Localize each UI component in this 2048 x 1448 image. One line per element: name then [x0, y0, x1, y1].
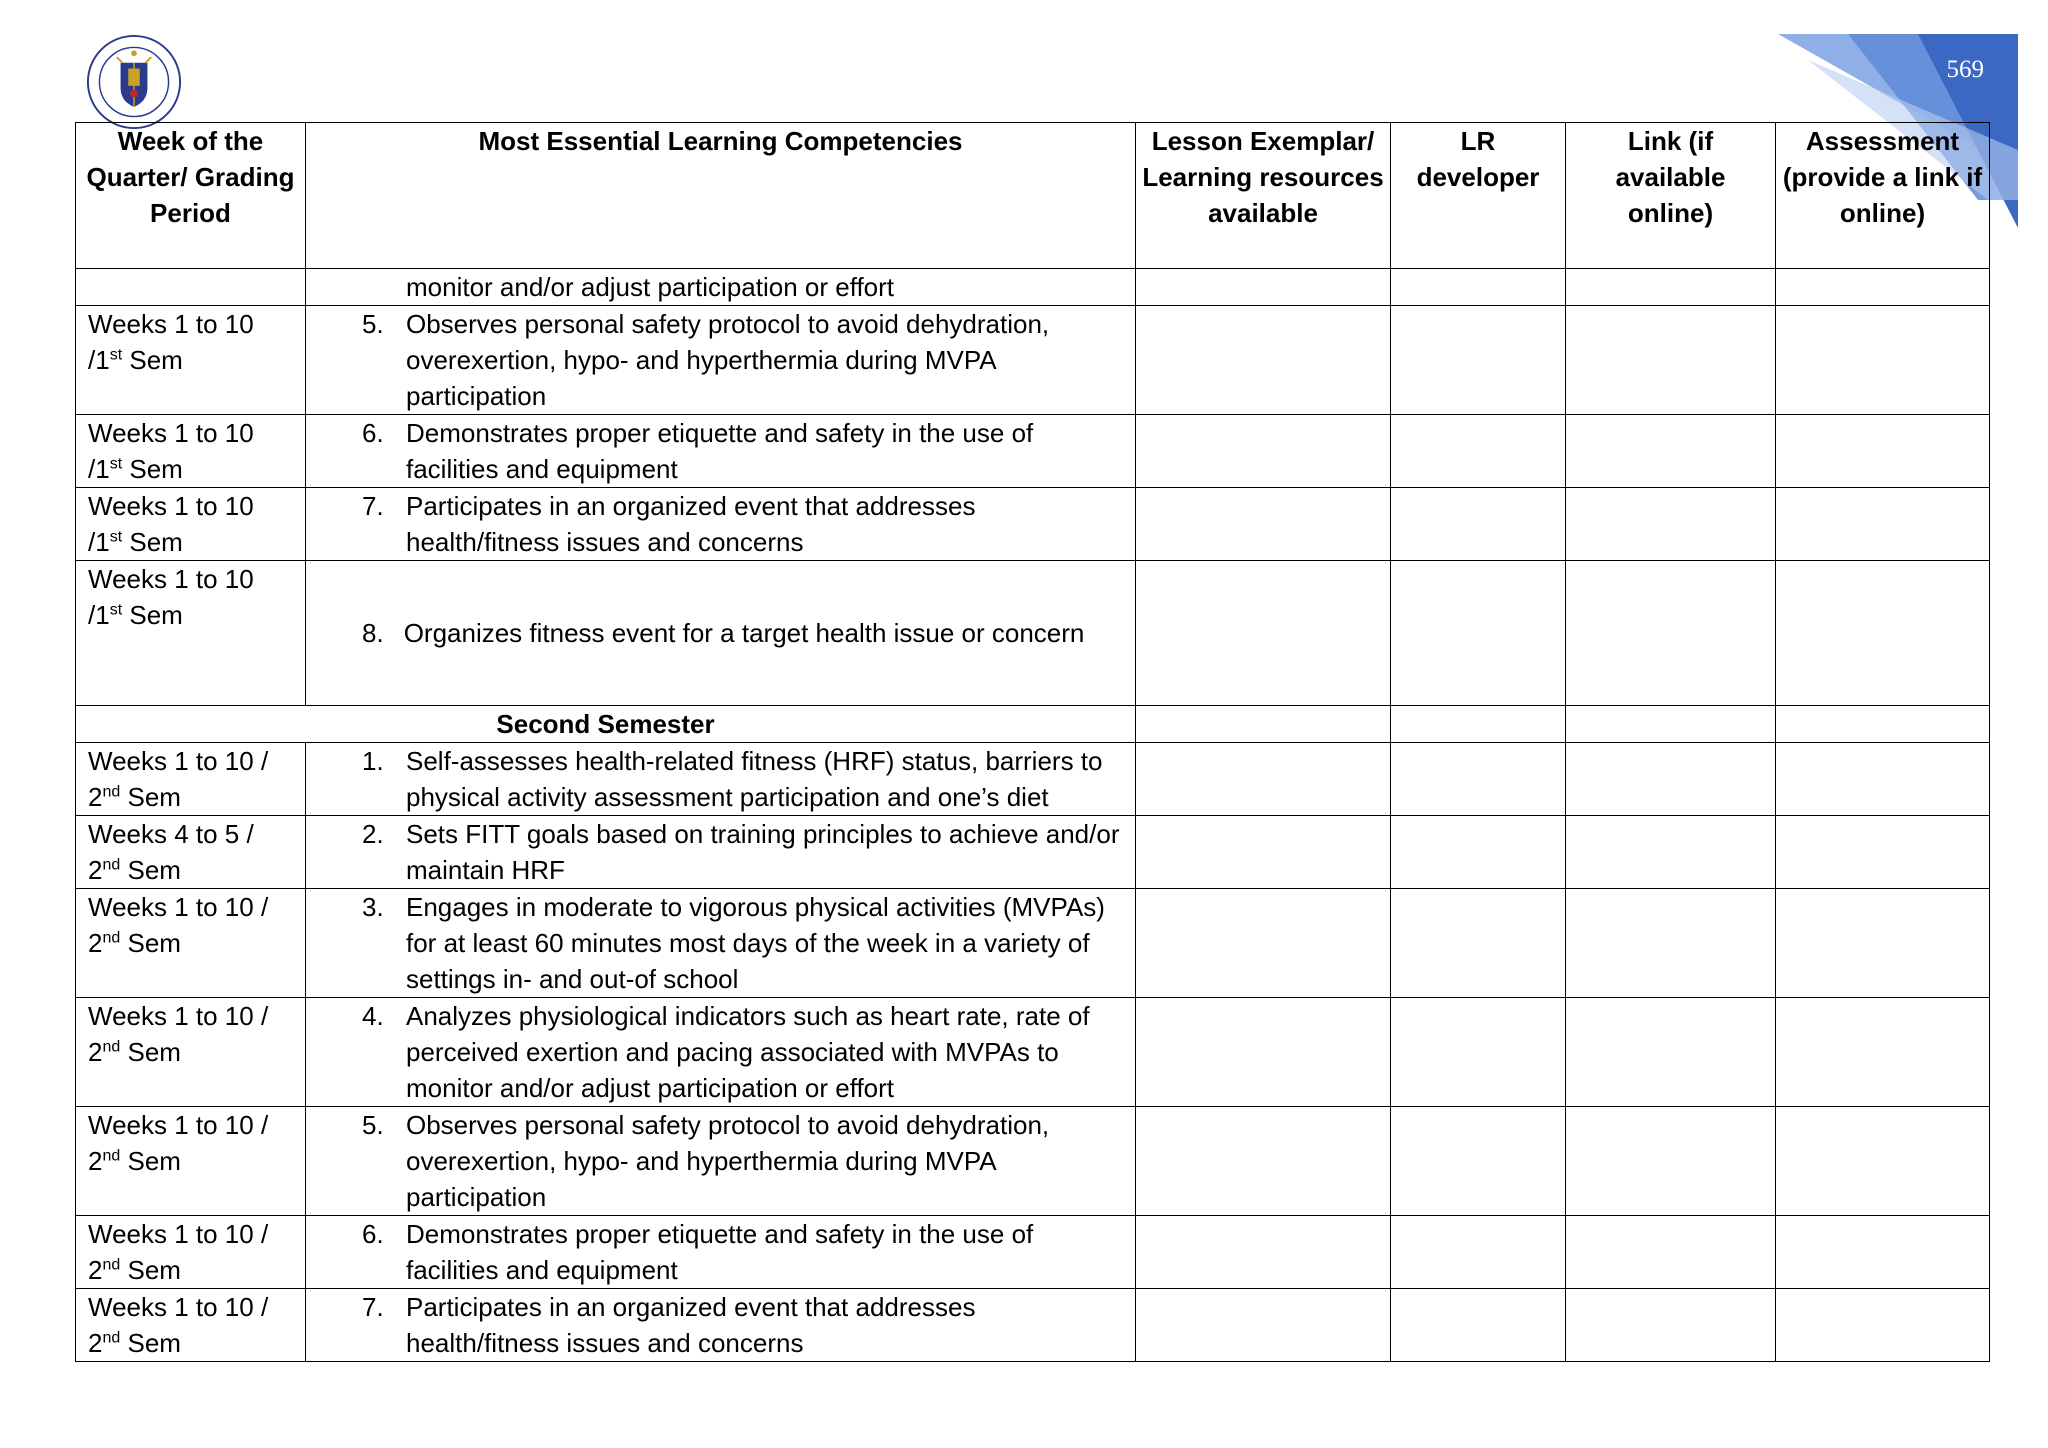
empty-cell — [1391, 889, 1566, 998]
empty-cell — [1391, 743, 1566, 816]
week-cell: Weeks 1 to 10 / 2nd Sem — [76, 1216, 306, 1289]
competency-cell: 1. Self-assesses health-related fitness (HRF) status, barriers to physical activity assessment participation and one’s diet — [306, 743, 1136, 816]
empty-cell — [1136, 415, 1391, 488]
table-row — [76, 269, 1990, 306]
empty-cell — [1566, 1289, 1776, 1362]
table-row — [76, 415, 1990, 488]
competency-cell: 7. Participates in an organized event that addresses health/fitness issues and concerns — [306, 488, 1136, 561]
deped-seal-logo — [86, 34, 182, 130]
semester-row — [76, 706, 1990, 743]
second-semester-label: Second Semester — [76, 706, 1136, 743]
empty-cell — [1391, 415, 1566, 488]
empty-cell — [1391, 816, 1566, 889]
empty-cell — [1136, 269, 1391, 306]
week-cell: Weeks 4 to 5 / 2nd Sem — [76, 816, 306, 889]
header-link: Link (if available online) — [1566, 123, 1776, 269]
empty-cell — [1776, 889, 1990, 998]
page-number: 569 — [1946, 56, 1984, 83]
empty-cell — [1391, 561, 1566, 706]
empty-cell — [1136, 1107, 1391, 1216]
empty-cell — [1136, 561, 1391, 706]
empty-cell — [1566, 306, 1776, 415]
empty-cell — [1566, 488, 1776, 561]
empty-cell — [1136, 743, 1391, 816]
empty-cell — [1776, 743, 1990, 816]
empty-cell — [1776, 488, 1990, 561]
table-row — [76, 816, 1990, 889]
empty-cell — [1566, 706, 1776, 743]
empty-cell — [1566, 889, 1776, 998]
week-cell: Weeks 1 to 10 /1st Sem — [76, 415, 306, 488]
empty-cell — [1391, 998, 1566, 1107]
competency-cell: 2. Sets FITT goals based on training principles to achieve and/or maintain HRF — [306, 816, 1136, 889]
empty-cell — [1776, 1289, 1990, 1362]
empty-cell — [1136, 816, 1391, 889]
table-row — [76, 1289, 1990, 1362]
empty-cell — [1566, 743, 1776, 816]
empty-cell — [1391, 706, 1566, 743]
header-assessment: Assessment (provide a link if online) — [1776, 123, 1990, 269]
week-cell: Weeks 1 to 10 / 2nd Sem — [76, 889, 306, 998]
empty-cell — [1776, 269, 1990, 306]
competency-cell: 6. Demonstrates proper etiquette and safety in the use of facilities and equipment — [306, 415, 1136, 488]
empty-cell — [1776, 1216, 1990, 1289]
empty-cell — [1776, 415, 1990, 488]
empty-cell — [1566, 1216, 1776, 1289]
competency-cell: 7. Participates in an organized event that addresses health/fitness issues and concerns — [306, 1289, 1136, 1362]
empty-cell — [1776, 998, 1990, 1107]
table-row — [76, 561, 1990, 706]
empty-cell — [1776, 816, 1990, 889]
empty-cell — [1136, 998, 1391, 1107]
header-week: Week of the Quarter/ Grading Period — [76, 123, 306, 269]
competency-cell: 3. Engages in moderate to vigorous physical activities (MVPAs) for at least 60 minutes most days of the week in a variety of settings in- and out-of school — [306, 889, 1136, 998]
empty-cell — [1136, 706, 1391, 743]
week-cell: Weeks 1 to 10 /1st Sem — [76, 306, 306, 415]
table-row — [76, 1216, 1990, 1289]
empty-cell — [1136, 488, 1391, 561]
empty-cell — [1566, 415, 1776, 488]
empty-cell — [1391, 1216, 1566, 1289]
table-row — [76, 488, 1990, 561]
table-row — [76, 998, 1990, 1107]
empty-cell — [1566, 561, 1776, 706]
week-cell: Weeks 1 to 10 /1st Sem — [76, 488, 306, 561]
week-cell — [76, 269, 306, 306]
header-lr-developer: LR developer — [1391, 123, 1566, 269]
competency-continuation: monitor and/or adjust participation or effort — [306, 269, 1136, 306]
week-cell: Weeks 1 to 10 / 2nd Sem — [76, 998, 306, 1107]
empty-cell — [1776, 706, 1990, 743]
header-competencies: Most Essential Learning Competencies — [306, 123, 1136, 269]
empty-cell — [1391, 1107, 1566, 1216]
competency-cell: 5. Observes personal safety protocol to avoid dehydration, overexertion, hypo- and hyperthermia during MVPA participation — [306, 306, 1136, 415]
empty-cell — [1136, 889, 1391, 998]
header-lesson-exemplar: Lesson Exemplar/ Learning resources available — [1136, 123, 1391, 269]
empty-cell — [1566, 269, 1776, 306]
empty-cell — [1776, 1107, 1990, 1216]
empty-cell — [1136, 306, 1391, 415]
empty-cell — [1391, 488, 1566, 561]
table-row — [76, 306, 1990, 415]
empty-cell — [1136, 1289, 1391, 1362]
week-cell: Weeks 1 to 10 / 2nd Sem — [76, 743, 306, 816]
empty-cell — [1566, 1107, 1776, 1216]
empty-cell — [1776, 306, 1990, 415]
melc-table — [75, 122, 1990, 1362]
week-cell: Weeks 1 to 10 / 2nd Sem — [76, 1107, 306, 1216]
competency-cell: 8. Organizes fitness event for a target health issue or concern — [306, 561, 1136, 706]
empty-cell — [1391, 306, 1566, 415]
empty-cell — [1566, 998, 1776, 1107]
table-row — [76, 1107, 1990, 1216]
week-cell: Weeks 1 to 10 /1st Sem — [76, 561, 306, 706]
competency-cell: 4. Analyzes physiological indicators such as heart rate, rate of perceived exertion and pacing associated with MVPAs to monitor and/or adjust participation or effort — [306, 998, 1136, 1107]
competency-cell: 5. Observes personal safety protocol to avoid dehydration, overexertion, hypo- and hyperthermia during MVPA participation — [306, 1107, 1136, 1216]
table-row — [76, 743, 1990, 816]
empty-cell — [1136, 1216, 1391, 1289]
table-row — [76, 889, 1990, 998]
empty-cell — [1391, 1289, 1566, 1362]
table-header-row — [76, 123, 1990, 269]
empty-cell — [1776, 561, 1990, 706]
competency-cell: 6. Demonstrates proper etiquette and safety in the use of facilities and equipment — [306, 1216, 1136, 1289]
empty-cell — [1566, 816, 1776, 889]
week-cell: Weeks 1 to 10 / 2nd Sem — [76, 1289, 306, 1362]
empty-cell — [1391, 269, 1566, 306]
